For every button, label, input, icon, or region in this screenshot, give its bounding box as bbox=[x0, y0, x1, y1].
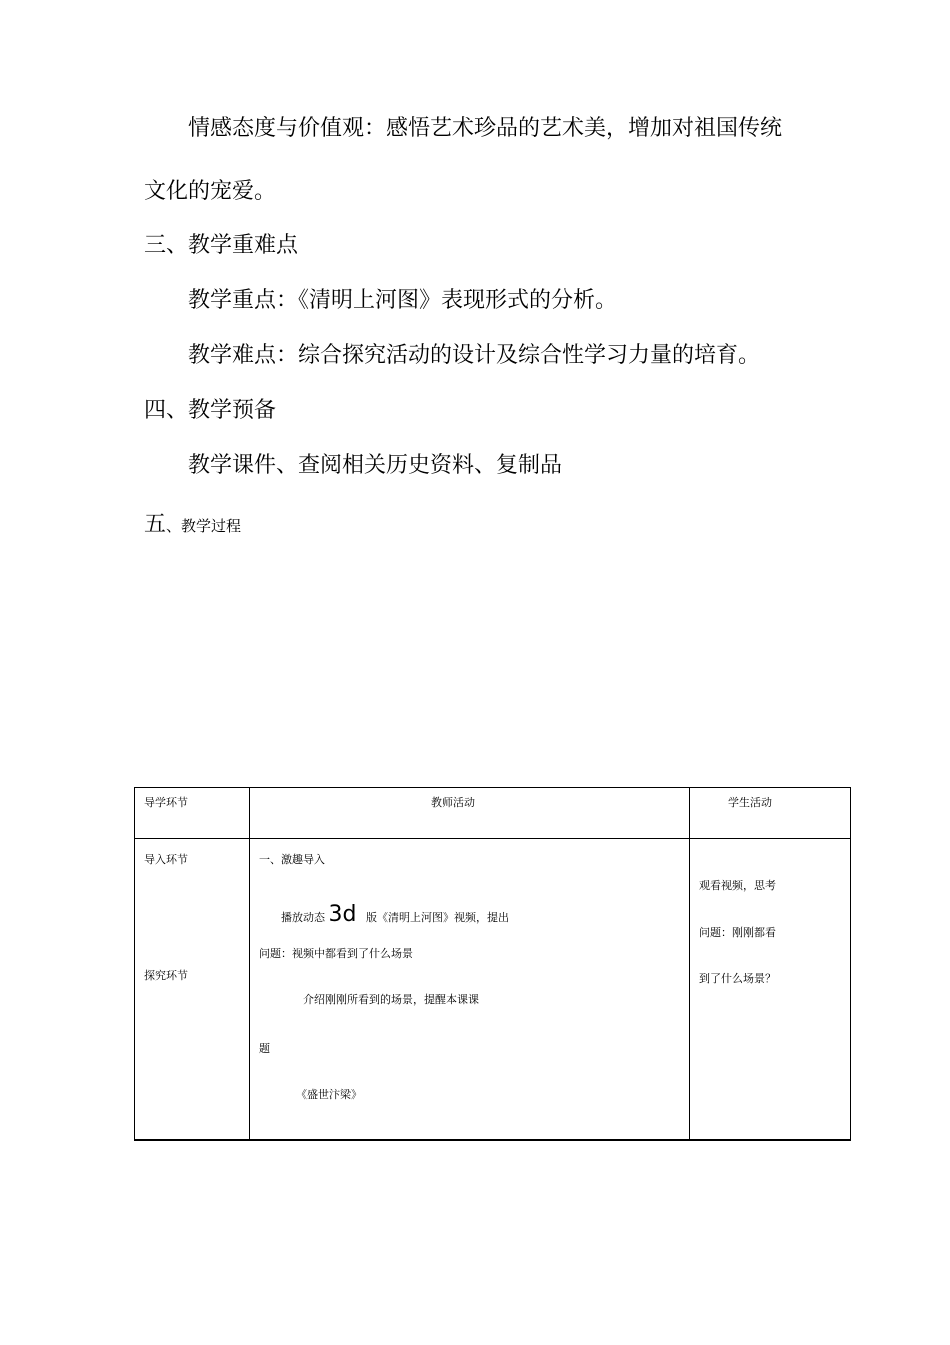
header-student bbox=[690, 788, 851, 839]
student-line2: 问题：刚刚都看 bbox=[699, 926, 776, 939]
section5-heading bbox=[144, 510, 241, 541]
student-line1: 观看视频，思考 bbox=[699, 879, 776, 892]
section5-number: 五 bbox=[144, 512, 167, 537]
teacher-line4: 介绍刚刚所看到的场景，提醒本课课 bbox=[303, 993, 479, 1006]
section4-heading: 四、教学预备 bbox=[144, 398, 277, 423]
student-cell bbox=[690, 839, 851, 1140]
emotion-goal-line2: 文化的宠爱。 bbox=[144, 179, 277, 204]
header-stage bbox=[135, 788, 250, 839]
header-teacher-label: 教师活动 bbox=[431, 796, 475, 809]
key-point: 教学重点：《清明上河图》表现形式的分析。 bbox=[188, 288, 618, 313]
section3-heading: 三、教学重难点 bbox=[144, 233, 299, 258]
teacher-line3: 问题：视频中都看到了什么场景 bbox=[259, 947, 413, 960]
teacher-line5: 题 bbox=[259, 1042, 270, 1055]
header-stage-label: 导学环节 bbox=[144, 796, 188, 809]
table-header-row bbox=[135, 788, 851, 839]
emotion-goal-line1: 情感态度与价值观：感悟艺术珍品的艺术美，增加对祖国传统 bbox=[188, 116, 783, 141]
lesson-process-table bbox=[134, 787, 851, 1141]
table-row bbox=[135, 839, 851, 1140]
section5-title: 、教学过程 bbox=[166, 517, 242, 535]
stage-explore: 探究环节 bbox=[144, 969, 188, 982]
teacher-line2-pre: 播放动态 bbox=[281, 911, 325, 924]
teacher-line2 bbox=[281, 900, 509, 933]
difficult-point: 教学难点：综合探究活动的设计及综合性学习力量的培育。 bbox=[188, 343, 761, 368]
teacher-cell bbox=[250, 839, 690, 1140]
stage-intro: 导入环节 bbox=[144, 853, 188, 866]
teacher-line2-3d: 3d bbox=[328, 902, 357, 927]
stage-cell bbox=[135, 839, 250, 1140]
preparation: 教学课件、查阅相关历史资料、复制品 bbox=[188, 453, 563, 478]
header-teacher bbox=[250, 788, 690, 839]
header-student-label: 学生活动 bbox=[728, 796, 772, 809]
student-line3: 到了什么场景？ bbox=[699, 972, 776, 985]
teacher-line6: 《盛世汴梁》 bbox=[296, 1088, 362, 1101]
teacher-line2-post: 版《清明上河图》视频，提出 bbox=[365, 911, 509, 924]
teacher-line1: 一、激趣导入 bbox=[259, 853, 325, 866]
